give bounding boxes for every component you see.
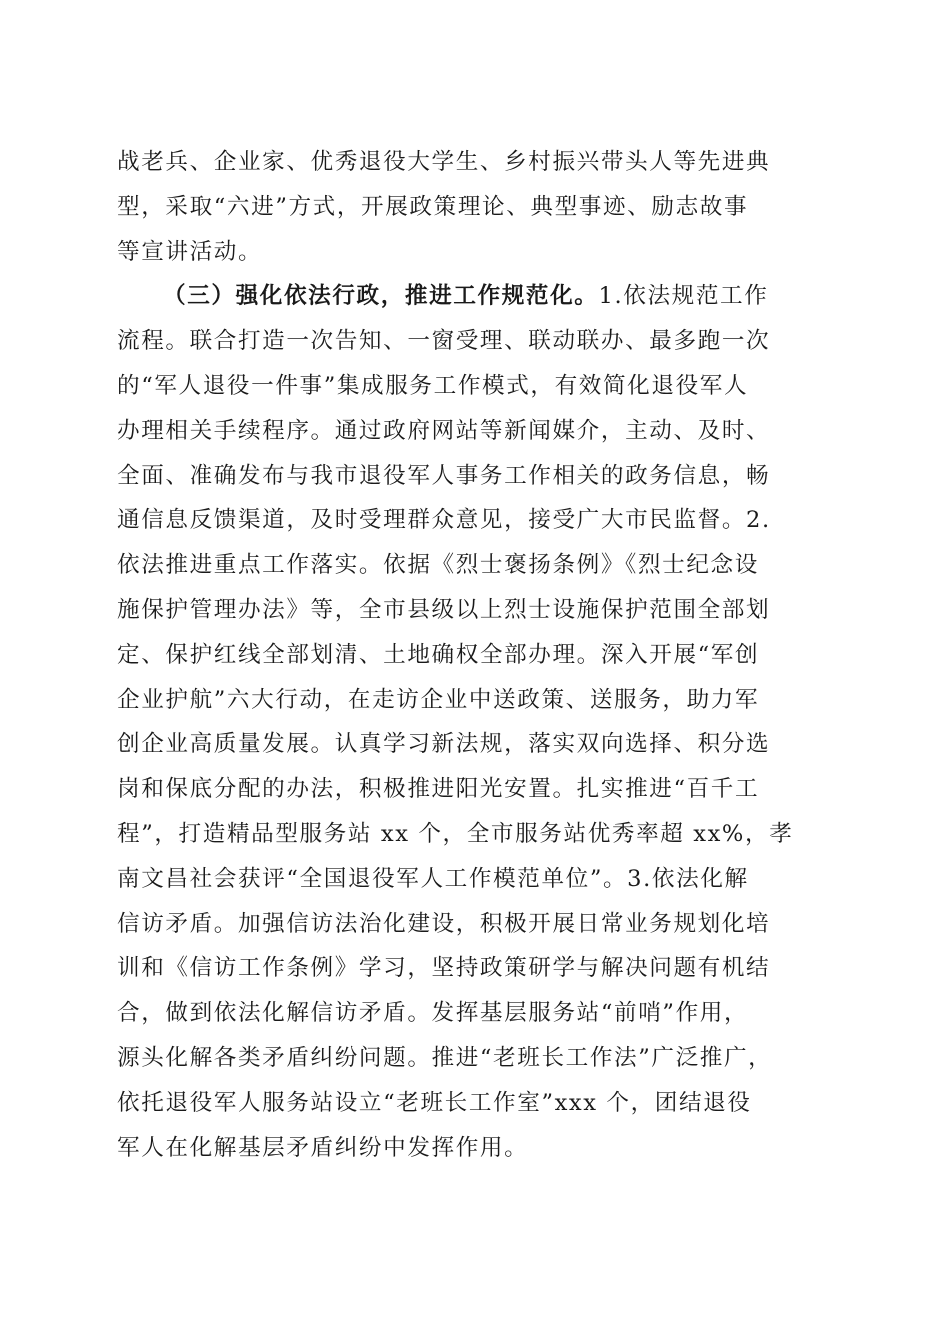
text-line: 依法推进重点工作落实。依据《烈士褒扬条例》《烈士纪念设 bbox=[117, 552, 759, 579]
text-line: 南文昌社会获评“全国退役军人工作模范单位”。3.依法化解 bbox=[117, 865, 749, 892]
text-line: 岗和保底分配的办法，积极推进阳光安置。扎实推进“百千工 bbox=[117, 776, 760, 803]
text-line: 信访矛盾。加强信访法治化建设，积极开展日常业务规划化培 bbox=[117, 910, 771, 937]
text-line: 企业护航”六大行动，在走访企业中送政策、送服务，助力军 bbox=[117, 686, 760, 713]
section-heading-line bbox=[117, 274, 837, 319]
text-line: 战老兵、企业家、优秀退役大学生、乡村振兴带头人等先进典 bbox=[117, 149, 771, 175]
section-heading-tail: 1.依法规范工作 bbox=[598, 283, 769, 310]
text-line: 训和《信访工作条例》学习，坚持政策研学与解决问题有机结 bbox=[117, 955, 771, 982]
text-line: 创企业高质量发展。认真学习新法规，落实双向选择、积分选 bbox=[117, 731, 771, 758]
text-line: 程”，打造精品型服务站 xx 个，全市服务站优秀率超 xx%，孝 bbox=[117, 820, 794, 847]
body-text bbox=[117, 140, 837, 1170]
text-line: 军人在化解基层矛盾纠纷中发挥作用。 bbox=[117, 1134, 529, 1161]
text-line: 施保护管理办法》等，全市县级以上烈士设施保护范围全部划 bbox=[117, 596, 771, 623]
text-line: 定、保护红线全部划清、土地确权全部办理。深入开展“军创 bbox=[117, 641, 760, 668]
text-line: 型，采取“六进”方式，开展政策理论、典型事迹、励志故事 bbox=[117, 193, 749, 220]
section-heading: （三）强化依法行政，推进工作规范化。 bbox=[163, 283, 599, 310]
text-line: 合，做到依法化解信访矛盾。发挥基层服务站“前哨”作用， bbox=[117, 1000, 749, 1027]
text-line: 等宣讲活动。 bbox=[117, 238, 263, 265]
text-line: 流程。联合打造一次告知、一窗受理、联动联办、最多跑一次 bbox=[117, 328, 771, 355]
text-line: 全面、准确发布与我市退役军人事务工作相关的政务信息，畅 bbox=[117, 462, 771, 489]
text-line: 依托退役军人服务站设立“老班长工作室”xxx 个，团结退役 bbox=[117, 1089, 752, 1116]
text-line: 的“军人退役一件事”集成服务工作模式，有效简化退役军人 bbox=[117, 372, 749, 399]
text-line: 办理相关手续程序。通过政府网站等新闻媒介，主动、及时、 bbox=[117, 417, 771, 444]
text-line: 源头化解各类矛盾纠纷问题。推进“老班长工作法”广泛推广， bbox=[117, 1044, 773, 1071]
text-line: 通信息反馈渠道，及时受理群众意见，接受广大市民监督。2. bbox=[117, 507, 771, 534]
